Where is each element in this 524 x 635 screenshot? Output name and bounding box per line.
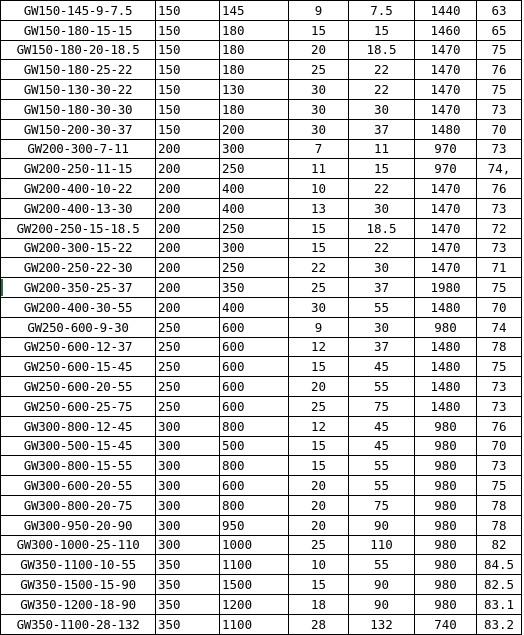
- table-cell[interactable]: 300: [156, 476, 220, 496]
- table-cell[interactable]: 980: [415, 416, 477, 436]
- table-cell[interactable]: 150: [156, 99, 220, 119]
- table-cell[interactable]: 980: [415, 535, 477, 555]
- table-cell[interactable]: 150: [156, 40, 220, 60]
- table-row: [1, 495, 522, 515]
- table-cell[interactable]: 350: [156, 555, 220, 575]
- table-cell[interactable]: 12: [289, 416, 349, 436]
- table-cell[interactable]: GW300-600-20-55: [1, 476, 156, 496]
- table-row: [1, 396, 522, 416]
- table-row: [1, 555, 522, 575]
- table-cell[interactable]: 1480: [415, 377, 477, 397]
- table-cell[interactable]: 180: [220, 20, 289, 40]
- table-cell[interactable]: 200: [156, 218, 220, 238]
- table-cell[interactable]: 10: [289, 179, 349, 199]
- table-cell[interactable]: 73: [477, 99, 522, 119]
- table-row: [1, 297, 522, 317]
- table-cell[interactable]: 800: [220, 416, 289, 436]
- table-cell[interactable]: 75: [477, 357, 522, 377]
- table-cell[interactable]: 1470: [415, 80, 477, 100]
- table-cell[interactable]: 55: [349, 555, 415, 575]
- table-cell[interactable]: 980: [415, 515, 477, 535]
- table-cell[interactable]: 1440: [415, 1, 477, 21]
- table-cell[interactable]: 83.2: [477, 614, 522, 634]
- table-cell[interactable]: 1470: [415, 238, 477, 258]
- table-cell[interactable]: 18: [289, 594, 349, 614]
- table-cell[interactable]: 73: [477, 238, 522, 258]
- table-cell[interactable]: 75: [477, 80, 522, 100]
- table-cell[interactable]: 110: [349, 535, 415, 555]
- table-cell[interactable]: 20: [289, 515, 349, 535]
- table-cell[interactable]: 1470: [415, 99, 477, 119]
- table-row: [1, 179, 522, 199]
- table-cell[interactable]: 250: [156, 377, 220, 397]
- table-cell[interactable]: 600: [220, 396, 289, 416]
- table-cell[interactable]: 250: [156, 337, 220, 357]
- table-cell[interactable]: 90: [349, 575, 415, 595]
- table-cell[interactable]: 150: [156, 80, 220, 100]
- table-cell[interactable]: 1470: [415, 218, 477, 238]
- table-cell[interactable]: GW200-400-30-55: [1, 297, 156, 317]
- table-cell[interactable]: 980: [415, 594, 477, 614]
- table-cell[interactable]: GW300-1000-25-110: [1, 535, 156, 555]
- table-cell[interactable]: 15: [289, 436, 349, 456]
- table-cell[interactable]: GW250-600-15-45: [1, 357, 156, 377]
- table-row: [1, 456, 522, 476]
- table-cell[interactable]: 1980: [415, 278, 477, 298]
- table-cell[interactable]: 75: [477, 476, 522, 496]
- table-row: [1, 119, 522, 139]
- table-row: [1, 594, 522, 614]
- table-cell[interactable]: 200: [156, 179, 220, 199]
- table-cell[interactable]: GW150-145-9-7.5: [1, 1, 156, 21]
- table-cell[interactable]: 70: [477, 297, 522, 317]
- table-row: [1, 159, 522, 179]
- table-cell[interactable]: 1470: [415, 198, 477, 218]
- table-cell[interactable]: 250: [220, 159, 289, 179]
- table-cell[interactable]: 55: [349, 476, 415, 496]
- table-cell[interactable]: GW300-800-12-45: [1, 416, 156, 436]
- table-cell[interactable]: 980: [415, 436, 477, 456]
- table-cell[interactable]: 76: [477, 179, 522, 199]
- table-row: [1, 20, 522, 40]
- table-cell[interactable]: 350: [156, 594, 220, 614]
- table-cell[interactable]: 30: [349, 258, 415, 278]
- table-cell[interactable]: 74,: [477, 159, 522, 179]
- table-cell[interactable]: 980: [415, 495, 477, 515]
- table-cell[interactable]: 980: [415, 575, 477, 595]
- table-cell[interactable]: GW350-1500-15-90: [1, 575, 156, 595]
- table-row: [1, 258, 522, 278]
- table-cell[interactable]: 180: [220, 40, 289, 60]
- table-cell[interactable]: 74: [477, 317, 522, 337]
- table-cell[interactable]: 25: [289, 278, 349, 298]
- table-cell[interactable]: 15: [289, 238, 349, 258]
- table-cell[interactable]: GW250-600-12-37: [1, 337, 156, 357]
- table-cell[interactable]: 76: [477, 60, 522, 80]
- table-cell[interactable]: GW150-180-30-30: [1, 99, 156, 119]
- table-cell[interactable]: 400: [220, 179, 289, 199]
- table-cell[interactable]: 25: [289, 535, 349, 555]
- table-cell[interactable]: 350: [156, 614, 220, 634]
- table-cell[interactable]: 1500: [220, 575, 289, 595]
- table-cell[interactable]: 30: [289, 80, 349, 100]
- sheet-body: [1, 1, 522, 635]
- table-cell[interactable]: 28: [289, 614, 349, 634]
- table-cell[interactable]: 55: [349, 297, 415, 317]
- table-cell[interactable]: 250: [156, 357, 220, 377]
- table-cell[interactable]: 600: [220, 337, 289, 357]
- table-cell[interactable]: 300: [220, 238, 289, 258]
- table-cell[interactable]: 63: [477, 1, 522, 21]
- table-cell[interactable]: 78: [477, 337, 522, 357]
- table-cell[interactable]: GW200-250-22-30: [1, 258, 156, 278]
- table-cell[interactable]: 9: [289, 1, 349, 21]
- table-row: [1, 198, 522, 218]
- table-cell[interactable]: 200: [156, 297, 220, 317]
- table-cell[interactable]: 950: [220, 515, 289, 535]
- table-row: [1, 377, 522, 397]
- table-cell[interactable]: 1470: [415, 258, 477, 278]
- table-cell[interactable]: 300: [156, 515, 220, 535]
- table-cell[interactable]: 600: [220, 377, 289, 397]
- table-cell[interactable]: 970: [415, 139, 477, 159]
- table-cell[interactable]: 55: [349, 377, 415, 397]
- table-cell[interactable]: 11: [349, 139, 415, 159]
- table-cell[interactable]: 55: [349, 456, 415, 476]
- table-cell[interactable]: 400: [220, 198, 289, 218]
- table-cell[interactable]: 7: [289, 139, 349, 159]
- table-cell[interactable]: 132: [349, 614, 415, 634]
- table-cell[interactable]: 13: [289, 198, 349, 218]
- table-cell[interactable]: 76: [477, 416, 522, 436]
- table-cell[interactable]: GW150-130-30-22: [1, 80, 156, 100]
- table-cell[interactable]: 1470: [415, 60, 477, 80]
- table-cell[interactable]: 45: [349, 416, 415, 436]
- table-cell[interactable]: GW350-1100-28-132: [1, 614, 156, 634]
- table-cell[interactable]: GW350-1100-10-55: [1, 555, 156, 575]
- table-cell[interactable]: 200: [220, 119, 289, 139]
- table-cell[interactable]: 22: [349, 238, 415, 258]
- table-cell[interactable]: 75: [349, 495, 415, 515]
- table-cell[interactable]: 18.5: [349, 218, 415, 238]
- table-cell[interactable]: 20: [289, 495, 349, 515]
- table-cell[interactable]: 200: [156, 278, 220, 298]
- table-cell[interactable]: 25: [289, 396, 349, 416]
- table-cell[interactable]: 600: [220, 357, 289, 377]
- table-cell[interactable]: 10: [289, 555, 349, 575]
- table-cell[interactable]: 22: [349, 80, 415, 100]
- table-row: [1, 1, 522, 21]
- table-cell[interactable]: 72: [477, 218, 522, 238]
- table-cell[interactable]: 84.5: [477, 555, 522, 575]
- table-cell[interactable]: 200: [156, 159, 220, 179]
- table-cell[interactable]: GW200-350-25-37: [1, 278, 156, 298]
- table-cell[interactable]: 150: [156, 60, 220, 80]
- table-cell[interactable]: 800: [220, 456, 289, 476]
- table-cell[interactable]: 800: [220, 495, 289, 515]
- table-cell[interactable]: 200: [156, 258, 220, 278]
- table-cell[interactable]: 250: [220, 258, 289, 278]
- table-cell[interactable]: GW200-300-15-22: [1, 238, 156, 258]
- table-cell[interactable]: 15: [349, 20, 415, 40]
- table-cell[interactable]: 30: [289, 297, 349, 317]
- table-cell[interactable]: 145: [220, 1, 289, 21]
- table-cell[interactable]: 20: [289, 40, 349, 60]
- table-cell[interactable]: 25: [289, 60, 349, 80]
- table-row: [1, 238, 522, 258]
- table-cell[interactable]: 980: [415, 555, 477, 575]
- table-cell[interactable]: 70: [477, 436, 522, 456]
- table-row: [1, 99, 522, 119]
- table-cell[interactable]: GW300-800-20-75: [1, 495, 156, 515]
- table-cell[interactable]: GW200-250-11-15: [1, 159, 156, 179]
- table-cell[interactable]: GW150-200-30-37: [1, 119, 156, 139]
- table-row: [1, 317, 522, 337]
- table-cell[interactable]: 15: [289, 456, 349, 476]
- table-cell[interactable]: 70: [477, 119, 522, 139]
- table-cell[interactable]: 75: [349, 396, 415, 416]
- table-cell[interactable]: 970: [415, 159, 477, 179]
- table-cell[interactable]: 30: [349, 99, 415, 119]
- table-cell[interactable]: 1460: [415, 20, 477, 40]
- table-cell[interactable]: GW250-600-25-75: [1, 396, 156, 416]
- table-cell[interactable]: 9: [289, 317, 349, 337]
- table-cell[interactable]: 1480: [415, 337, 477, 357]
- table-cell[interactable]: 300: [156, 456, 220, 476]
- table-cell[interactable]: 1480: [415, 396, 477, 416]
- table-cell[interactable]: 980: [415, 476, 477, 496]
- table-cell[interactable]: 37: [349, 337, 415, 357]
- table-cell[interactable]: 300: [156, 535, 220, 555]
- table-cell[interactable]: 1480: [415, 119, 477, 139]
- table-cell[interactable]: 150: [156, 1, 220, 21]
- table-cell[interactable]: 37: [349, 278, 415, 298]
- table-cell[interactable]: 250: [156, 396, 220, 416]
- table-cell[interactable]: 300: [156, 416, 220, 436]
- table-cell[interactable]: 22: [349, 60, 415, 80]
- table-cell[interactable]: GW250-600-20-55: [1, 377, 156, 397]
- table-row: [1, 416, 522, 436]
- table-cell[interactable]: 20: [289, 377, 349, 397]
- table-cell[interactable]: 75: [477, 278, 522, 298]
- table-cell[interactable]: 45: [349, 436, 415, 456]
- table-row: [1, 614, 522, 634]
- table-row: [1, 357, 522, 377]
- table-cell[interactable]: GW300-500-15-45: [1, 436, 156, 456]
- table-cell[interactable]: 180: [220, 99, 289, 119]
- table-cell[interactable]: 73: [477, 198, 522, 218]
- table-cell[interactable]: 15: [289, 20, 349, 40]
- table-row: [1, 218, 522, 238]
- table-cell[interactable]: 30: [289, 119, 349, 139]
- table-row: [1, 575, 522, 595]
- table-cell[interactable]: 350: [220, 278, 289, 298]
- table-cell[interactable]: GW300-800-15-55: [1, 456, 156, 476]
- table-cell[interactable]: GW200-400-13-30: [1, 198, 156, 218]
- table-row: [1, 40, 522, 60]
- table-cell[interactable]: 30: [289, 99, 349, 119]
- table-cell[interactable]: 1480: [415, 297, 477, 317]
- table-cell[interactable]: 180: [220, 60, 289, 80]
- table-cell[interactable]: 600: [220, 476, 289, 496]
- table-cell[interactable]: 980: [415, 456, 477, 476]
- table-cell[interactable]: GW200-400-10-22: [1, 179, 156, 199]
- table-row: [1, 535, 522, 555]
- table-row: [1, 278, 522, 298]
- table-cell[interactable]: GW150-180-20-18.5: [1, 40, 156, 60]
- table-cell[interactable]: 78: [477, 495, 522, 515]
- table-cell[interactable]: 300: [156, 436, 220, 456]
- table-cell[interactable]: 1100: [220, 614, 289, 634]
- table-row: [1, 476, 522, 496]
- table-cell[interactable]: GW200-250-15-18.5: [1, 218, 156, 238]
- table-cell[interactable]: 20: [289, 476, 349, 496]
- table-cell[interactable]: 11: [289, 159, 349, 179]
- table-cell[interactable]: 1200: [220, 594, 289, 614]
- table-cell[interactable]: 15: [349, 159, 415, 179]
- table-cell[interactable]: 300: [156, 495, 220, 515]
- table-row: [1, 80, 522, 100]
- table-cell[interactable]: 78: [477, 515, 522, 535]
- table-cell[interactable]: 200: [156, 198, 220, 218]
- table-cell[interactable]: GW300-950-20-90: [1, 515, 156, 535]
- table-cell[interactable]: 250: [156, 317, 220, 337]
- table-cell[interactable]: 15: [289, 575, 349, 595]
- table-cell[interactable]: 45: [349, 357, 415, 377]
- table-cell[interactable]: 130: [220, 80, 289, 100]
- table-cell[interactable]: 12: [289, 337, 349, 357]
- table-cell[interactable]: GW150-180-15-15: [1, 20, 156, 40]
- table-cell[interactable]: 30: [349, 317, 415, 337]
- table-cell[interactable]: 90: [349, 594, 415, 614]
- table-cell[interactable]: 73: [477, 377, 522, 397]
- table-cell[interactable]: 73: [477, 456, 522, 476]
- table-cell[interactable]: 90: [349, 515, 415, 535]
- table-cell[interactable]: 75: [477, 40, 522, 60]
- table-cell[interactable]: 18.5: [349, 40, 415, 60]
- table-cell[interactable]: 65: [477, 20, 522, 40]
- table-cell[interactable]: 37: [349, 119, 415, 139]
- table-row: [1, 60, 522, 80]
- table-cell[interactable]: 1470: [415, 179, 477, 199]
- table-cell[interactable]: GW350-1200-18-90: [1, 594, 156, 614]
- table-cell[interactable]: 30: [349, 198, 415, 218]
- table-cell[interactable]: GW250-600-9-30: [1, 317, 156, 337]
- table-cell[interactable]: 150: [156, 20, 220, 40]
- table-cell[interactable]: 400: [220, 297, 289, 317]
- table-cell[interactable]: 15: [289, 218, 349, 238]
- table-cell[interactable]: 300: [220, 139, 289, 159]
- table-cell[interactable]: 71: [477, 258, 522, 278]
- table-row: [1, 139, 522, 159]
- table-cell[interactable]: 1480: [415, 357, 477, 377]
- table-cell[interactable]: 1000: [220, 535, 289, 555]
- table-cell[interactable]: 980: [415, 317, 477, 337]
- table-cell[interactable]: 500: [220, 436, 289, 456]
- table-row: [1, 515, 522, 535]
- table-cell[interactable]: 82: [477, 535, 522, 555]
- table-cell[interactable]: 15: [289, 357, 349, 377]
- table-row: [1, 436, 522, 456]
- table-cell[interactable]: 1470: [415, 40, 477, 60]
- table-cell[interactable]: 22: [289, 258, 349, 278]
- table-cell[interactable]: 200: [156, 139, 220, 159]
- table-cell[interactable]: 73: [477, 139, 522, 159]
- table-cell[interactable]: GW150-180-25-22: [1, 60, 156, 80]
- table-cell[interactable]: 73: [477, 396, 522, 416]
- table-cell[interactable]: 22: [349, 179, 415, 199]
- table-cell[interactable]: 150: [156, 119, 220, 139]
- table-cell[interactable]: 83.1: [477, 594, 522, 614]
- table-cell[interactable]: 250: [220, 218, 289, 238]
- table-cell[interactable]: 1100: [220, 555, 289, 575]
- table-cell[interactable]: 740: [415, 614, 477, 634]
- table-cell[interactable]: 350: [156, 575, 220, 595]
- table-cell[interactable]: GW200-300-7-11: [1, 139, 156, 159]
- table-cell[interactable]: 82.5: [477, 575, 522, 595]
- table-cell[interactable]: 7.5: [349, 1, 415, 21]
- table-cell[interactable]: 200: [156, 238, 220, 258]
- table-cell[interactable]: 600: [220, 317, 289, 337]
- table-row: [1, 337, 522, 357]
